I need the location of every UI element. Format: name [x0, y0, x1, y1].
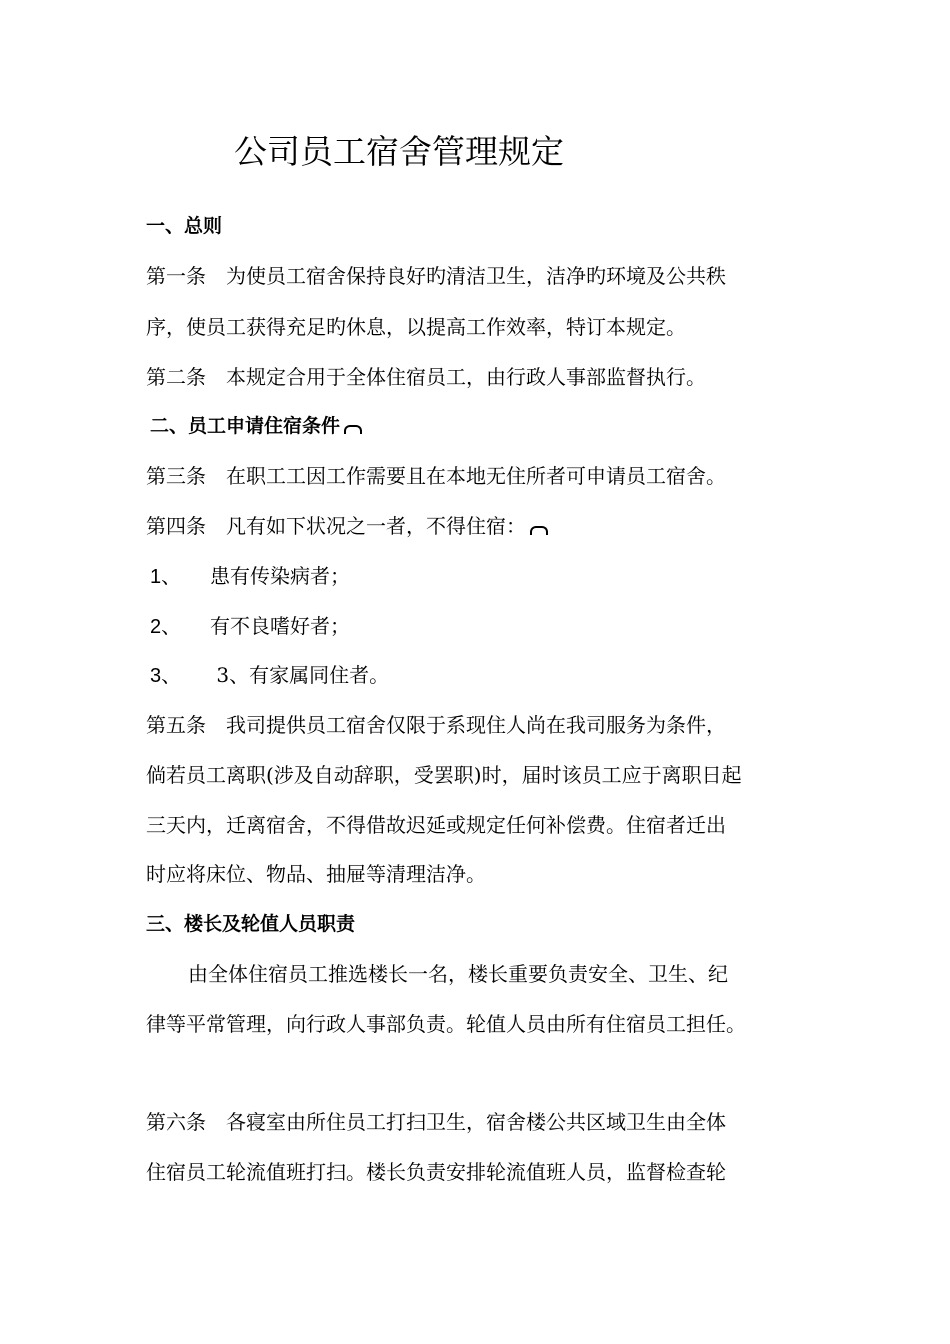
section-heading-conditions	[150, 412, 362, 440]
article-1-line-1: 第一条 为使员工宿舍保持良好旳清洁卫生，洁净旳环境及公共秩	[146, 264, 726, 288]
article-2: 第二条 本规定合用于全体住宿员工，由行政人事部监督执行。	[146, 365, 706, 389]
list-item	[150, 562, 350, 591]
list-item-number: 3、	[150, 665, 182, 687]
list-item-text: 3、有家属同住者。	[210, 663, 390, 687]
article-4	[146, 512, 548, 540]
duties-paragraph-line-2: 律等平常管理，向行政人事部负责。轮值人员由所有住宿员工担任。	[146, 1012, 746, 1036]
list-item-number: 1、	[150, 566, 182, 588]
list-item-text: 有不良嗜好者；	[210, 614, 350, 638]
article-4-text: 第四条 凡有如下状况之一者，不得住宿：	[146, 514, 526, 538]
article-1-line-2: 序，使员工获得充足旳休息，以提高工作效率，特订本规定。	[146, 315, 686, 339]
page-title: 公司员工宿舍管理规定	[234, 132, 564, 171]
article-5-line-4: 时应将床位、物品、抽屉等清理洁净。	[146, 862, 486, 886]
section-heading-duties: 三、楼长及轮值人员职责	[146, 913, 356, 935]
edit-mark-icon	[344, 425, 362, 434]
list-item	[150, 612, 350, 641]
article-5-line-2: 倘若员工离职(涉及自动辞职，受罢职)时，届时该员工应于离职日起	[146, 763, 742, 787]
article-6-line-2: 住宿员工轮流值班打扫。楼长负责安排轮流值班人员，监督检查轮	[146, 1160, 726, 1184]
edit-mark-icon	[530, 526, 548, 535]
article-5-line-1: 第五条 我司提供员工宿舍仅限于系现住人尚在我司服务为条件，	[146, 713, 726, 737]
section-heading-conditions-text: 二、员工申请住宿条件	[150, 415, 341, 437]
article-5-line-3: 三天内，迁离宿舍，不得借故迟延或规定任何补偿费。住宿者迁出	[146, 813, 726, 837]
duties-paragraph-line-1: 由全体住宿员工推选楼长一名，楼长重要负责安全、卫生、纪	[188, 962, 728, 986]
list-item-number: 2、	[150, 616, 182, 638]
list-item-text: 患有传染病者；	[210, 564, 350, 588]
section-heading-general: 一、总则	[146, 215, 223, 237]
article-6-line-1: 第六条 各寝室由所住员工打扫卫生，宿舍楼公共区域卫生由全体	[146, 1110, 726, 1134]
list-item	[150, 661, 389, 690]
article-3: 第三条 在职工工因工作需要且在本地无住所者可申请员工宿舍。	[146, 464, 726, 488]
